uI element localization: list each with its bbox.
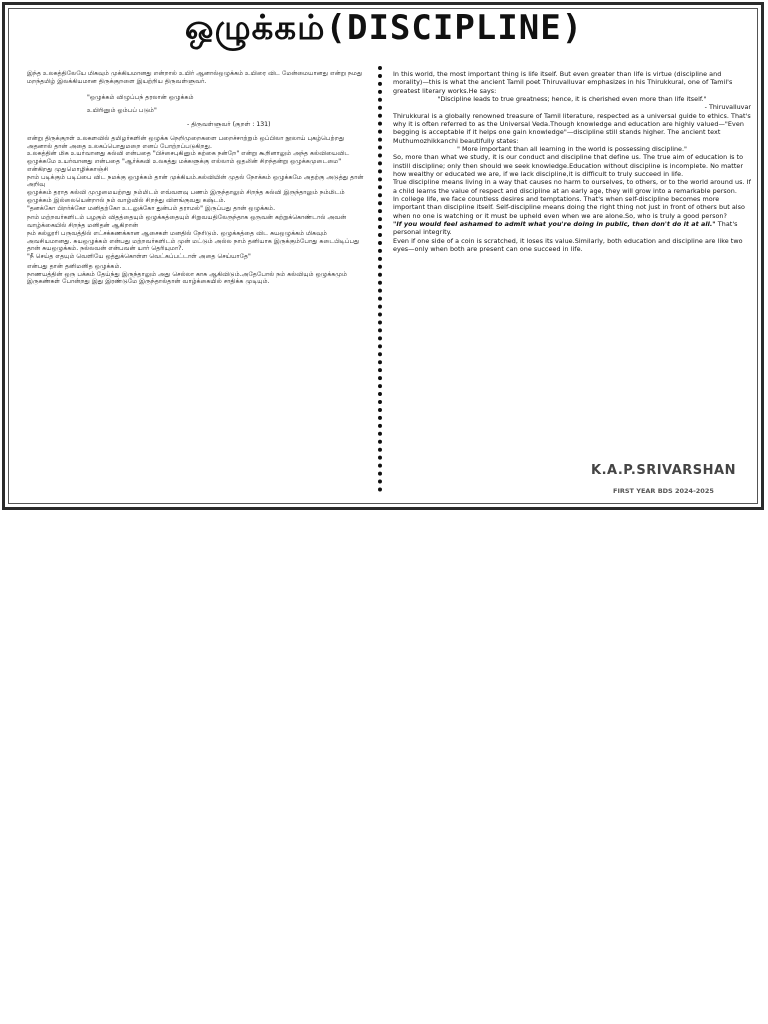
tamil-paragraph-4: ஒழுக்கம் தராத கல்வி முழுமையற்றது நம்மிடம் எவ்வளவு பணம் இருந்தாலும் சிறந்த கல்வி இருந்தாலும் நம்மிடம் ஒழுக்கம் இல்லையென்றால் நம் வாழ்வில் சிறந்து விளங்குவது கஷ்டம்.: [27, 189, 345, 204]
integrity-quote: "If you would feel ashamed to admit what you're doing in public, then don't do it at all.": [393, 219, 716, 228]
english-quote-1: "Discipline leads to true greatness; hence, it is cherished even more than life itself.": [437, 94, 707, 103]
kural-source: - திருவள்ளுவர் (குறள் : 131): [187, 121, 271, 128]
tamil-paragraph-6: நம் கல்லூரி பருவத்தில் எட்சக்கணக்கான ஆசைகள் மனதில் நேரிடும். ஒழுக்கத்தை விட சுயஒழுக்கம் மிகவும் அவசியமானது. சுயஒழுக்கம் என்பது மற்றவர்களிடம் முன் மட்டும் அல்ல நாம் தனியாக இருக்கும்போது கடைபிடிப்பது தான் சுயஒழுக்கம். நல்லவன் என்பவன் யார் தெரியுமா?.: [27, 229, 360, 253]
quote-attribution: - Thiruvalluvar: [704, 103, 751, 112]
tamil-paragraph-7b: என்பது தான் தனிமனித ஒழுக்கம்.: [27, 262, 122, 270]
column-divider: [378, 66, 382, 492]
author-name: K.A.P.SRIVARSHAN: [591, 463, 736, 478]
english-paragraph-3: So, more than what we study, it is our conduct and discipline that define us. The true aim of education is to instill discipline; only then should we seek knowledge.Education without discipline is incomplete. No matter how wealthy or educated we are, if we lack discipline,it is difficult to truly succeed in life.: [393, 153, 744, 178]
tamil-paragraph-5a: "தனக்கோ பிறர்க்கோ மனிதற்கோ உடலுக்கோ துன்பம் தராமல்" இருப்பது தான் ஒழுக்கம்.: [27, 204, 276, 212]
kural-line-1: "ஒழுக்கம் விழுப்பந் தரலான் ஒழுக்கம்: [87, 93, 194, 101]
english-paragraph-7: Even if one side of a coin is scratched, it loses its value.Similarly, both education and discipline are like two eyes—only when both are present can one succeed in life.: [393, 236, 743, 253]
english-column: [393, 70, 751, 253]
english-paragraph-6: [393, 220, 751, 237]
english-paragraph-5: In college life, we face countless desires and temptations. That's when self-discipline becomes more important than discipline itself. Self-discipline means doing the right thing not just in front of others but also when no one is watching or it must be upheld even when we are alone.So, who is truly a good person?: [393, 194, 745, 220]
tamil-paragraph-3: நாம் படிக்கும் படிப்பை விட நமக்கு ஒழுக்கம் தான் முக்கியம்.கல்வியின் முதல் நோக்கம் ஒழுக்கமே அதற்கு அடுத்து தான் அறிவு: [27, 173, 364, 189]
tamil-paragraph-1: என்று திருக்குறள் உலகளவில் தமிழர்களின் ஒழுக்க நெறிமுறைகளை பறைச்சாற்றும் ஒப்பிலா நூலாய் புகழ்பெற்றது அதனால் தான் அதை உலகப்பொதுமறை எனப் போற்றப்படுகிறது.: [27, 134, 345, 150]
integrity-note: That's personal integrity.: [393, 219, 738, 237]
tamil-paragraph-5b: நாம் மற்றவர்களிடம் பழகும் விதத்தையும் ஒழுக்கத்தையும் சிறுவயதிலேருந்தாக ஒருவன் கற்றுக்கொண்டால் அவன் வாழ்க்கையில் சிறந்த மனிதன் ஆகிறான்: [27, 214, 347, 229]
tamil-paragraph-7a: "நீ செய்த எதயும் வெளியே ஒத்துக்கொள்ள வெட்கப்பட்டாள் அதை செய்யாதே": [27, 253, 251, 260]
english-paragraph-2: Thirukkural is a globally renowned treasure of Tamil literature, respected as a universal guide to ethics. That's why it is often referred to as the Universal Veda.Though knowledge and education are highly valued—"Even begging is acceptable if it helps one gain knowledge"—discipline still stands higher. The ancient text Muthumozhikkanchi beautifully states:: [393, 111, 751, 145]
english-paragraph-4: True discipline means living in a way that causes no harm to ourselves, to others, or to the world around us. If a child learns the value of respect and discipline at an early age, they will grow into a remarkable person.: [393, 178, 751, 195]
english-quote-2: " More important than all learning in the world is possessing discipline.": [457, 144, 687, 153]
kural-quote: [87, 94, 365, 129]
tamil-paragraph-2: உலகத்தின் மிக உயர்வானது கல்வி என்பதை "பிச்சைபுகினும் கற்கை நன்றே" என்று கூறினாலும் அந்த கல்வியைவிட ஒழுக்கமே உயர்வானது என்பதை "ஆர்க்கவி உலகத்து மக்களுக்கு எல்லாம் ஒதலின் சிறந்தன்று ஒழுக்கமுடைமை" என்கிறது முதுமொழிக்காஞ்சி: [27, 150, 350, 173]
tamil-paragraph-8: நாணயத்தின் ஒரு பக்கம் தேய்ந்து இருந்தாலும் அது செல்லா காசு ஆகிவிடும்.அதேபோல் நம் கல்வியும் ஒழுக்கமும் இருகண்கள் போன்றது இது இரண்டுமே இருந்தால்தான் வாழ்க்கையில் சாதிக்க முடியும்.: [27, 270, 348, 286]
english-paragraph-1: In this world, the most important thing is life itself. But even greater than life is virtue (discipline and morality)—this is what the ancient Tamil poet Thiruvalluvar emphasizes in his Thirukkural, one of Tamil's greatest literary works.He says:: [393, 70, 733, 95]
kural-line-2: உயிரினும் ஓம்பப் படும்": [87, 107, 157, 115]
page-title: ஒழுக்கம்(DISCIPLINE): [184, 8, 584, 48]
tamil-column: [27, 70, 365, 286]
author-year: FIRST YEAR BDS 2024-2025: [613, 487, 714, 495]
tamil-intro: இந்த உலகத்திலேயே மிகவும் முக்கியமானது என்றால் உயிர் ஆனால்ஒழுக்கம் உயிரை விட மேன்மையானது என்று நமது மறந்தமிழ் இலக்கியமான திருக்குறளை இயற்றிய திருவள்ளுவர்.: [27, 70, 363, 85]
